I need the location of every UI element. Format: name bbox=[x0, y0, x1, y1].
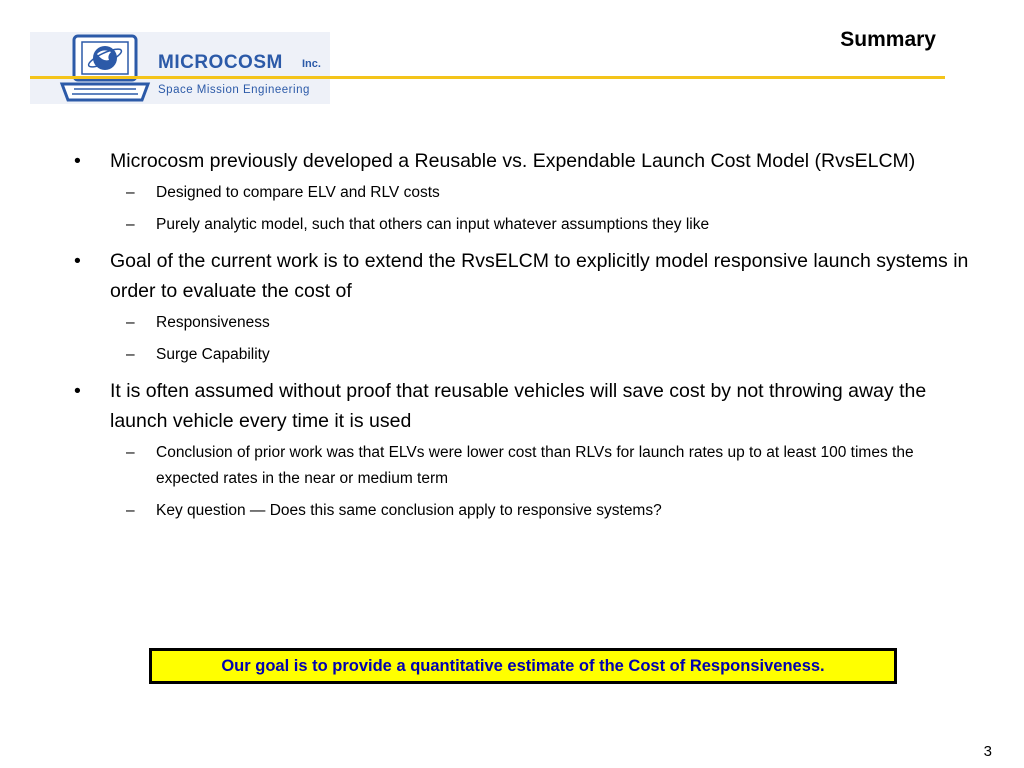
sub-bullet-mark: – bbox=[126, 502, 135, 519]
sub-bullet-mark: – bbox=[126, 314, 135, 331]
bullet-group bbox=[72, 146, 972, 238]
goal-callout-box bbox=[149, 648, 897, 684]
sub-bullet-mark: – bbox=[126, 346, 135, 363]
brand-suffix: Inc. bbox=[302, 58, 321, 70]
header-divider bbox=[30, 76, 945, 79]
bullet-mark: • bbox=[74, 150, 81, 172]
sub-bullet-text: Responsiveness bbox=[156, 314, 270, 331]
main-bullet-text: Microcosm previously developed a Reusable vs. Expendable Launch Cost Model (RvsELCM) bbox=[110, 150, 916, 172]
sub-bullet-text: Key question — Does this same conclusion apply to responsive systems? bbox=[156, 502, 662, 519]
main-bullet-text: Goal of the current work is to extend the RvsELCM to explicitly model responsive launch systems in order to evaluate the cost of bbox=[110, 250, 969, 302]
main-bullet-text: It is often assumed without proof that reusable vehicles will save cost by not throwing away the launch vehicle every time it is used bbox=[110, 380, 927, 432]
sub-bullet-text: Surge Capability bbox=[156, 346, 270, 363]
sub-bullet-text: Purely analytic model, such that others can input whatever assumptions they like bbox=[156, 216, 710, 233]
sub-bullet-mark: – bbox=[126, 444, 135, 461]
slide-title: Summary bbox=[840, 28, 936, 51]
brand-name: MICROCOSM bbox=[158, 52, 283, 73]
brand-tagline: Space Mission Engineering bbox=[158, 84, 310, 96]
bullet-mark: • bbox=[74, 250, 81, 272]
sub-bullet-mark: – bbox=[126, 216, 135, 233]
microcosm-logo bbox=[30, 32, 330, 104]
sub-bullet bbox=[72, 212, 972, 238]
sub-bullet bbox=[72, 342, 972, 368]
page-number: 3 bbox=[983, 743, 992, 760]
main-bullet bbox=[72, 376, 972, 436]
goal-callout-text: Our goal is to provide a quantitative estimate of the Cost of Responsiveness. bbox=[221, 657, 825, 675]
bullet-group bbox=[72, 246, 972, 368]
sub-bullet-mark: – bbox=[126, 184, 135, 201]
sub-bullet bbox=[72, 180, 972, 206]
main-bullet bbox=[72, 146, 972, 176]
sub-bullet-text: Designed to compare ELV and RLV costs bbox=[156, 184, 440, 201]
sub-bullet bbox=[72, 310, 972, 336]
bullet-mark: • bbox=[74, 380, 81, 402]
sub-bullet-text: Conclusion of prior work was that ELVs were lower cost than RLVs for launch rates up to at least 100 times the expected rates in the near or medium term bbox=[156, 444, 914, 487]
main-bullet bbox=[72, 246, 972, 306]
bullet-list bbox=[72, 146, 972, 532]
laptop-globe-icon bbox=[58, 32, 154, 104]
sub-bullet bbox=[72, 498, 972, 524]
sub-bullet bbox=[72, 440, 972, 492]
bullet-group bbox=[72, 376, 972, 524]
